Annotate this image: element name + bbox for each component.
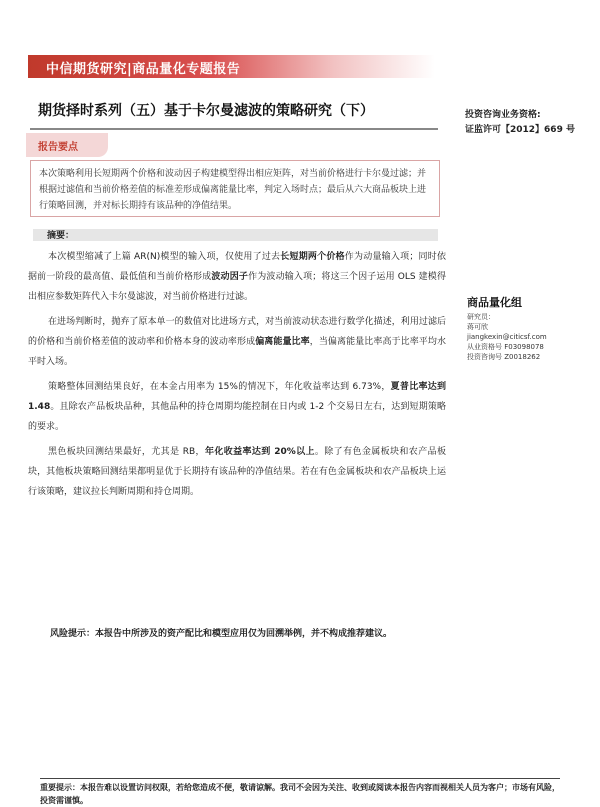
summary-tag bbox=[26, 133, 108, 157]
p3-text-b: 。且除农产品板块品种，其他品种的持仓周期均能控制在日内或 1-2 个交易日左右，达到短期策略的要求。 bbox=[28, 402, 446, 432]
p2-text-b: ，当偏离能量比率高于比率平均水平时入场。 bbox=[28, 337, 446, 367]
p1-text-c: 作为波动输入项；将这三个因子运用 OLS 建模得出相应参数矩阵代入卡尔曼滤波，对当前价格进行过滤。 bbox=[28, 272, 446, 302]
summary-tag-label: 报告要点 bbox=[38, 142, 78, 153]
abstract-paragraph-2 bbox=[28, 312, 446, 372]
summary-text: 本次策略利用长短期两个价格和波动因子构建模型得出相应矩阵，对当前价格进行卡尔曼过滤；并根据过滤值和当前价格差值的标准差形成偏离能量比率，判定入场时点；最后从六大商品板块上进行策略回测，并对标长期持有该品种的净值结果。 bbox=[39, 169, 427, 211]
footer-notice: 重要提示：本报告难以设置访问权限，若给您造成不便，敬请谅解。我司不会因为关注、收到或阅读本报告内容而视相关人员为客户；市场有风险，投资需谨慎。 bbox=[40, 783, 560, 805]
researcher-license-2: 投资咨询号 Z0018262 bbox=[467, 353, 541, 361]
summary-box bbox=[30, 160, 440, 217]
page-title: 期货择时系列（五）基于卡尔曼滤波的策略研究（下） bbox=[38, 103, 374, 119]
p1-text-a: 本次模型缩减了上篇 AR(N)模型的输入项，仅使用了过去 bbox=[48, 252, 281, 262]
p3-bold: 夏普比率达到 1.48 bbox=[28, 382, 446, 412]
p3-text-a: 策略整体回测结果良好，在本金占用率为 15%的情况下，年化收益率达到 6.73%， bbox=[48, 382, 391, 392]
report-banner bbox=[28, 55, 435, 78]
researcher-info bbox=[467, 312, 547, 362]
abstract-body bbox=[28, 247, 446, 507]
abstract-paragraph-4 bbox=[28, 442, 446, 502]
banner-title: 中信期货研究|商品量化专题报告 bbox=[46, 62, 241, 77]
p4-bold: 年化收益率达到 20%以上 bbox=[204, 447, 315, 457]
abstract-paragraph-3 bbox=[28, 377, 446, 437]
risk-warning: 风险提示：本报告中所涉及的资产配比和模型应用仅为回溯举例，并不构成推荐建议。 bbox=[50, 629, 393, 639]
title-divider bbox=[30, 128, 438, 130]
p4-text-b: 。除了有色金属板块和农产品板块，其他板块策略回测结果都明显优于长期持有该品种的净值结果。若在有色金属板块和农产品板块上运行该策略，建议拉长判断周期和持仓周期。 bbox=[28, 447, 446, 497]
abstract-header-bar bbox=[33, 229, 438, 241]
footer-divider bbox=[40, 778, 560, 779]
qualification-line-1: 投资咨询业务资格: bbox=[465, 110, 541, 120]
p1-text-b: 作为动量输入项；同时依据前一阶段的最高值、最低值和当前价格形成 bbox=[28, 252, 446, 282]
abstract-paragraph-1 bbox=[28, 247, 446, 307]
p4-text-a: 黑色板块回测结果最好，尤其是 RB， bbox=[48, 447, 205, 457]
p2-text-a: 在进场判断时，抛弃了原本单一的数值对比进场方式，对当前波动状态进行数学化描述，利用过滤后的价格和当前价格差值的波动率和价格本身的波动率形成 bbox=[28, 317, 446, 347]
researcher-role: 研究员： bbox=[467, 313, 495, 321]
abstract-label: 摘要： bbox=[47, 231, 75, 241]
researcher-email: jiangkexin@citicsf.com bbox=[467, 333, 547, 341]
p1-bold-a: 长短期两个价格 bbox=[280, 252, 345, 262]
qualification-line-2: 证监许可【2012】669 号 bbox=[465, 125, 575, 135]
qualification-block bbox=[465, 108, 575, 138]
researcher-license-1: 从业资格号 F03098078 bbox=[467, 343, 544, 351]
p1-bold-b: 波动因子 bbox=[211, 272, 249, 282]
p2-bold: 偏离能量比率 bbox=[255, 337, 310, 347]
researcher-name: 蒋可欣 bbox=[467, 323, 488, 331]
team-group-title: 商品量化组 bbox=[467, 296, 522, 309]
